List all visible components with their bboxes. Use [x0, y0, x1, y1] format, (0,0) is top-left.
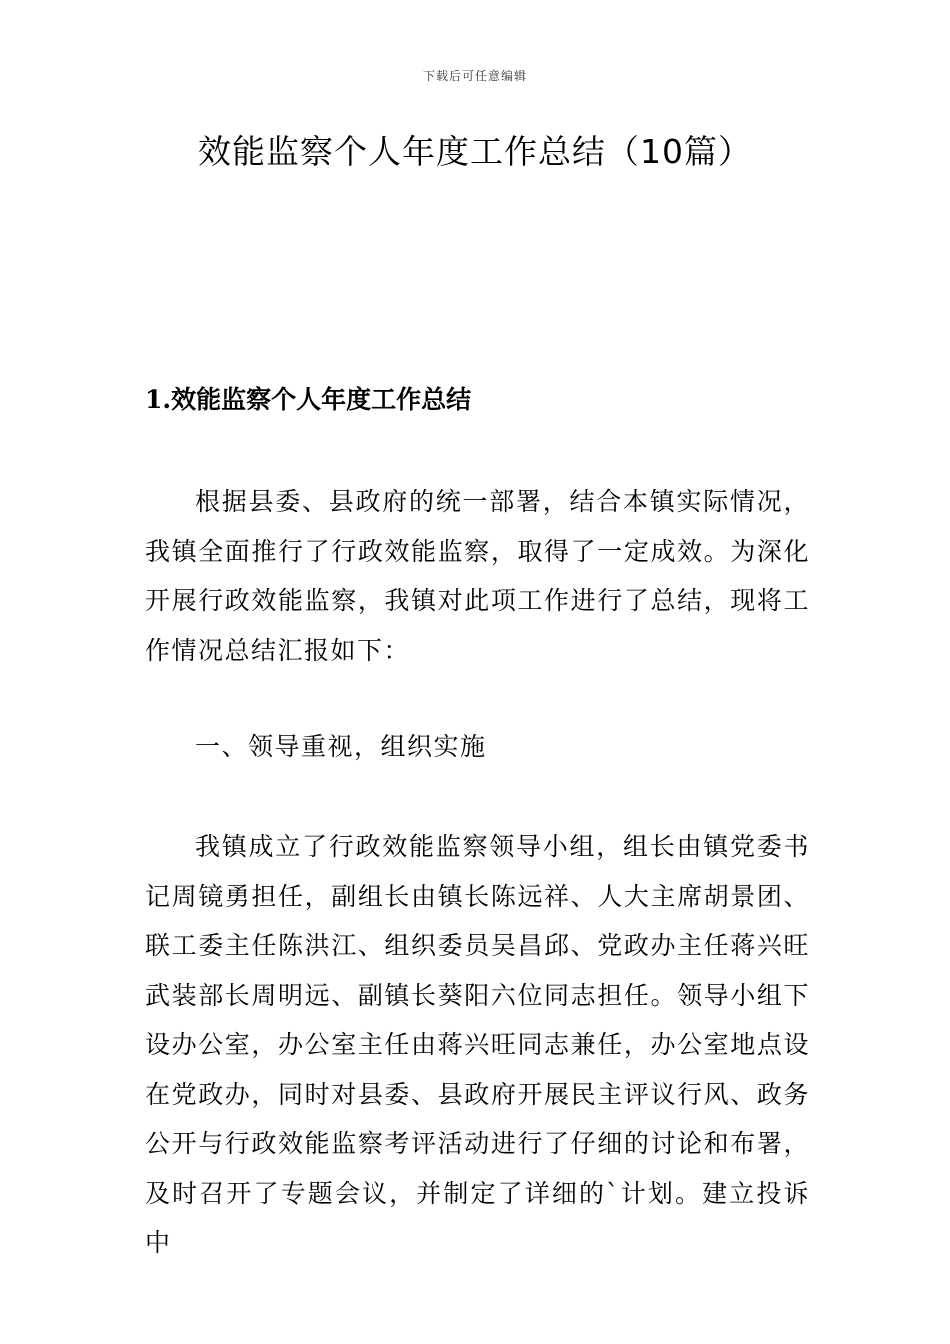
section-heading: 1.效能监察个人年度工作总结 — [145, 385, 472, 414]
header-note: 下载后可任意编辑 — [422, 69, 527, 83]
intro-paragraph: 根据县委、县政府的统一部署，结合本镇实际情况，我镇全面推行了行政效能监察，取得了一定成效。为深化开展行政效能监察，我镇对此项工作进行了总结，现将工作情况总结汇报如下： — [145, 487, 810, 665]
document-title: 效能监察个人年度工作总结（10篇） — [198, 132, 752, 171]
body-paragraph: 我镇成立了行政效能监察领导小组，组长由镇党委书记周镜勇担任，副组长由镇长陈远祥、人大主席胡景团、联工委主任陈洪江、组织委员吴昌邱、党政办主任蒋兴旺武装部长周明远、副镇长葵阳六位同志担任。领导小组下设办公室，办公室主任由蒋兴旺同志兼任，办公室地点设在党政办，同时对县委、县政府开展民主评议行风、政务公开与行政效能监察考评活动进行了仔细的讨论和布署，及时召开了专题会议，并制定了详细的`计划。建立投诉中 — [145, 832, 810, 1257]
subheading-leadership: 一、领导重视，组织实施 — [195, 732, 487, 761]
